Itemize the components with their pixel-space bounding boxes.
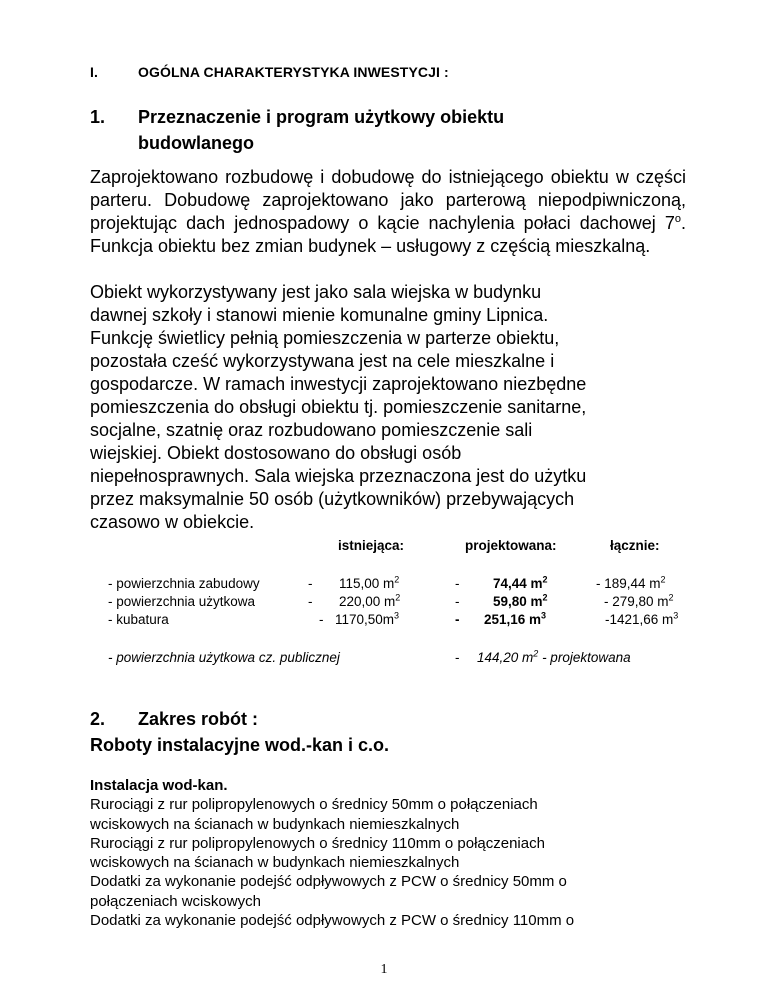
header-total: łącznie: xyxy=(610,538,660,553)
row-label: - kubatura xyxy=(108,612,169,627)
public-area-dash: - xyxy=(455,650,460,665)
heading-2-subtitle: Roboty instalacyjne wod.-kan i c.o. xyxy=(90,735,390,755)
section-title: OGÓLNA CHARAKTERYSTYKA INWESTYCJI : xyxy=(138,64,449,80)
row-existing: $1170,50m^3$ xyxy=(335,610,400,627)
heading-2 xyxy=(90,706,389,758)
paragraph-1: Zaprojektowano rozbudowę i dobudowę do istniejącego obiektu w części parteru. Dobudowę zaprojektowano jako parterową niepodpiwniczoną, projektując dach jednospadowy o kącie nachylenia połaci dachowej 7$^o$. Funkcja obiektu bez zmian budynek – usługowy z częścią mieszkalną. xyxy=(90,167,686,256)
row-dash: - xyxy=(455,594,460,609)
row-existing: 115,00 $m^2$ xyxy=(339,574,400,591)
row-label: - powierzchnia zabudowy xyxy=(108,576,260,591)
section-number: I. xyxy=(90,64,98,80)
row-existing: 220,00 $m^2$ xyxy=(339,592,401,609)
body-line: Rurociągi z rur polipropylenowych o średnicy 110mm o połączeniach xyxy=(90,834,545,852)
public-area-label: - powierzchnia użytkowa cz. publicznej xyxy=(108,650,340,665)
paragraph-line: czasowo w obiekcie. xyxy=(90,512,255,532)
heading-1-number: 1. xyxy=(90,107,106,127)
heading-2-number: 2. xyxy=(90,709,106,729)
body-line: Dodatki za wykonanie podejść odpływowych z PCW o średnicy 110mm o xyxy=(90,912,575,930)
row-total: -1421,66 $m^3$ xyxy=(605,610,679,627)
subheading-wod-kan: Instalacja wod-kan. xyxy=(90,777,228,794)
paragraph-line: przez maksymalnie 50 osób (użytkowników) przebywających xyxy=(90,489,575,509)
row-label: - powierzchnia użytkowa xyxy=(108,594,256,609)
paragraph-2 xyxy=(90,281,690,534)
row-dash: - xyxy=(455,612,460,627)
paragraph-line: niepełnosprawnych. Sala wiejska przeznaczona jest do użytku xyxy=(90,466,587,486)
paragraph-line: pomieszczenia do obsługi obiektu tj. pomieszczenie sanitarne, xyxy=(90,397,587,417)
row-designed: 74,44 $m^2$ xyxy=(493,574,548,591)
row-designed: 59,80 $m^2$ xyxy=(493,592,548,609)
header-existing: istniejąca: xyxy=(338,538,405,553)
heading-1-title: Przeznaczenie i program użytkowy obiektu budowlanego xyxy=(138,107,505,153)
paragraph-line: pozostała cześć wykorzystywana jest na cele mieszkalne i xyxy=(90,351,555,371)
paragraph-line: dawnej szkoły i stanowi mienie komunalne gminy Lipnica. xyxy=(90,305,549,325)
header-designed: projektowana: xyxy=(465,538,557,553)
body-line: wciskowych na ścianach w budynkach niemieszkalnych xyxy=(90,815,460,833)
row-dash: - xyxy=(319,612,324,627)
body-line: wciskowych na ścianach w budynkach niemieszkalnych xyxy=(90,854,460,872)
public-area-value: 144,20 $m^2$ - projektowana xyxy=(477,648,631,665)
body-line: połączeniach wciskowych xyxy=(90,892,261,910)
page-number: 1 xyxy=(380,962,388,977)
row-designed: 251,16 $m^3$ xyxy=(484,610,547,627)
row-dash: - xyxy=(455,576,460,591)
row-total: - 279,80 $m^2$ xyxy=(604,592,674,609)
row-dash: - xyxy=(308,576,313,591)
paragraph-line: Funkcję świetlicy pełnią pomieszczenia w parterze obiektu, xyxy=(90,328,560,348)
paragraph-line: wiejskiej. Obiekt dostosowano do obsługi osób xyxy=(90,443,462,463)
row-dash: - xyxy=(308,594,313,609)
paragraph-line: socjalne, szatnię oraz rozbudowano pomieszczenie sali xyxy=(90,420,533,440)
row-total: - 189,44 $m^2$ xyxy=(596,574,666,591)
body-line: Dodatki za wykonanie podejść odpływowych z PCW o średnicy 50mm o xyxy=(90,873,567,891)
paragraph-line: gospodarcze. W ramach inwestycji zaprojektowano niezbędne xyxy=(90,374,587,394)
installation-section xyxy=(90,776,690,930)
paragraph-line: Obiekt wykorzystywany jest jako sala wiejska w budynku xyxy=(90,282,542,302)
body-line: Rurociągi z rur polipropylenowych o średnicy 50mm o połączeniach xyxy=(90,796,538,814)
heading-2-title: Zakres robót : xyxy=(138,709,259,729)
